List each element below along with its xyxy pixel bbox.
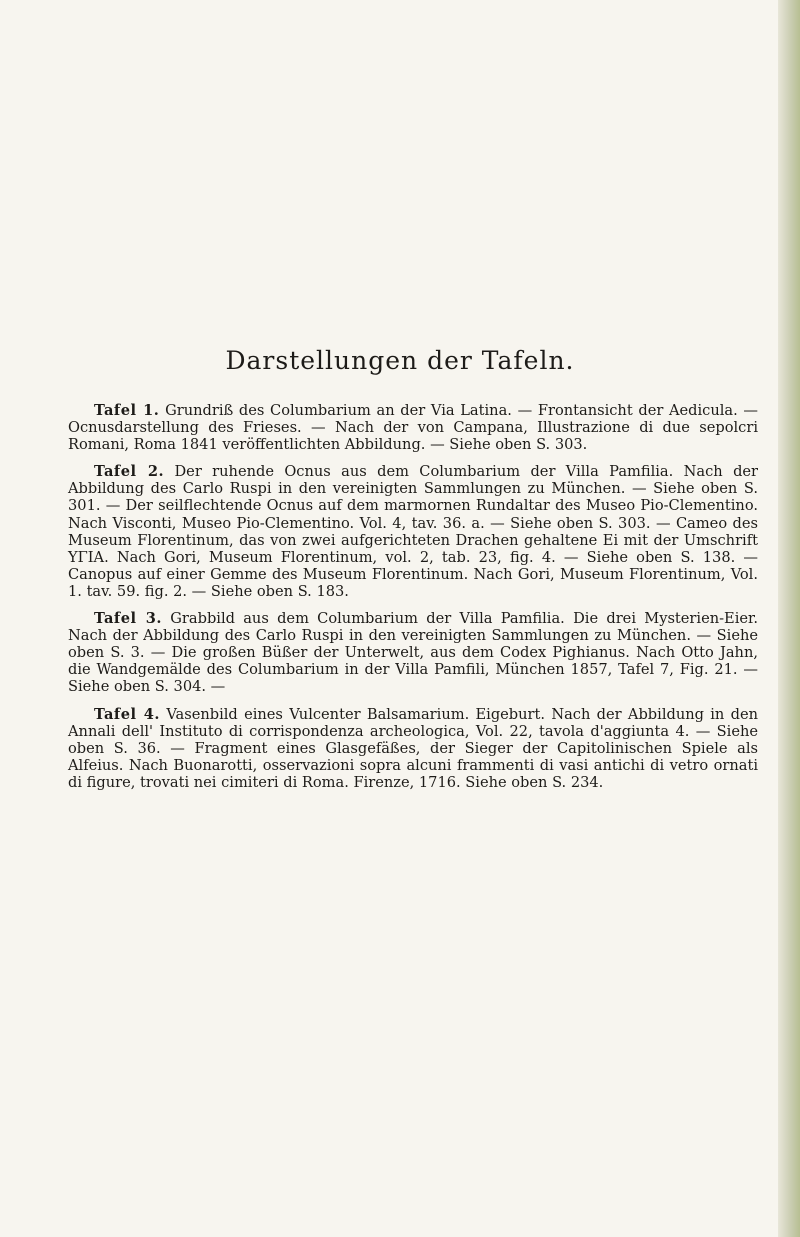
entry-text: Grundriß des Columbarium an der Via Latina. — Frontansicht der Aedicula. — Ocnusdarstellung des Frieses. — Nach der von Campana, Illustrazione di due sepolcri Romani, Roma 1841 veröffentlichten Abbildung. — Siehe oben S. 303.	[68, 402, 759, 454]
entry-label: Tafel 3.	[94, 610, 162, 628]
page-heading: Darstellungen der Tafeln.	[225, 346, 575, 375]
entry-tafel-2	[68, 463, 758, 600]
entry-text: Der ruhende Ocnus aus dem Columbarium der Villa Pamfilia. Nach der Abbildung des Carlo Ruspi in den vereinigten Sammlungen zu München. — Siehe oben S. 301. — Der seilflechtende Ocnus auf dem marmornen Rundaltar des Museo Pio-Clementino. Nach Visconti, Museo Pio-Clementino. Vol. 4, tav. 36. a. — Siehe oben S. 303. — Cameo des Museum Florentinum, das von zwei aufgerichteten Drachen gehaltene Ei mit der Umschrift ΥΓΙΑ. Nach Gori, Museum Florentinum, vol. 2, tab. 23, fig. 4. — Siehe oben S. 138. — Canopus auf einer Gemme des Museum Florentinum. Nach Gori, Museum Florentinum, Vol. 1. tav. 59. fig. 2. — Siehe oben S. 183.	[68, 463, 759, 600]
entry-label: Tafel 2.	[94, 463, 165, 481]
entry-label: Tafel 4.	[94, 705, 161, 723]
entry-label: Tafel 1.	[94, 402, 160, 419]
entry-tafel-1	[68, 402, 758, 453]
entry-text: Grabbild aus dem Columbarium der Villa Pamfilia. Die drei Mysterien-Eier. Nach der Abbildung des Carlo Ruspi in den vereinigten Sammlungen zu München. — Siehe oben S. 3. — Die großen Büßer der Unterwelt, aus dem Codex Pighianus. Nach Otto Jahn, die Wandgemälde des Columbarium in der Villa Pamfili, München 1857, Tafel 7, Fig. 21. — Siehe oben S. 304. —	[68, 610, 759, 696]
entry-tafel-3	[68, 610, 758, 695]
plate-list	[68, 402, 758, 801]
entry-tafel-4	[68, 706, 758, 791]
entry-text: Vasenbild eines Vulcenter Balsamarium. Eigeburt. Nach der Abbildung in den Annali dell' Instituto di corrispondenza archeologica, Vol. 22, tavola d'aggiunta 4. — Siehe oben S. 36. — Fragment eines Glasgefäßes, der Sieger der Capitolinischen Spiele als Alfeius. Nach Buonarotti, osservazioni sopra alcuni frammenti di vasi antichi di vetro ornati di figure, trovati nei cimiteri di Roma. Firenze, 1716. Siehe oben S. 234.	[68, 705, 759, 791]
scan-edge	[778, 0, 800, 1237]
